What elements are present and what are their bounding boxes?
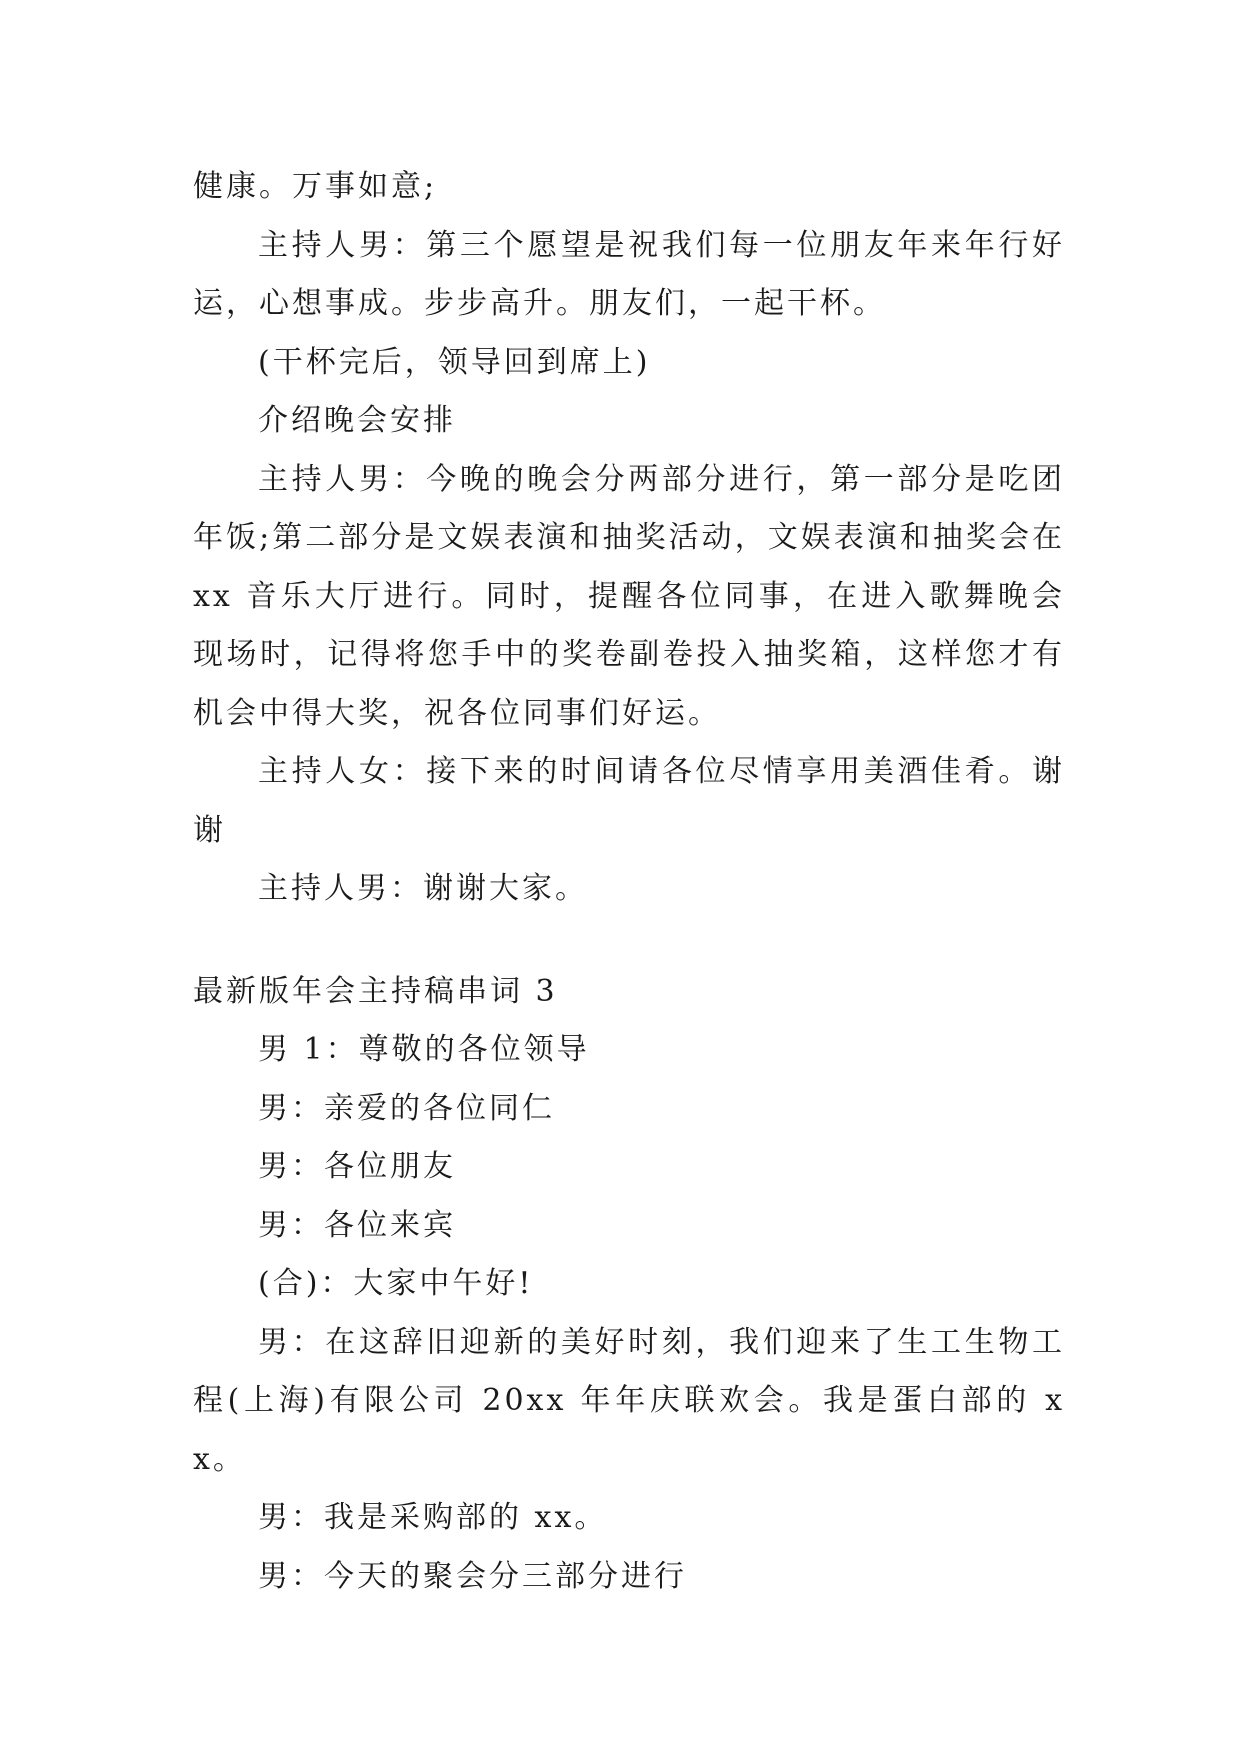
- paragraph-6: 主持人女：接下来的时间请各位尽情享用美酒佳肴。谢谢: [193, 754, 1065, 848]
- paragraph-7: 主持人男：谢谢大家。: [258, 871, 588, 906]
- paragraph-14: 男：我是采购部的 xx。: [258, 1500, 608, 1535]
- section-title: 最新版年会主持稿串词 3: [193, 973, 558, 1009]
- paragraph-1: 健康。万事如意;: [193, 169, 438, 204]
- section-spacer: [193, 919, 1065, 963]
- paragraph-10: 男：各位朋友: [258, 1149, 456, 1184]
- paragraph-9: 男：亲爱的各位同仁: [258, 1090, 555, 1126]
- paragraph-13: 男：在这辞旧迎新的美好时刻，我们迎来了生工生物工程(上海)有限公司 20xx 年年庆联欢会。我是蛋白部的 xx。: [193, 1324, 1065, 1477]
- document-page: [193, 158, 1065, 1606]
- paragraph-4: 介绍晚会安排: [258, 403, 456, 438]
- paragraph-3: (干杯完后，领导回到席上): [258, 344, 651, 380]
- paragraph-11: 男：各位来宾: [258, 1207, 456, 1243]
- paragraph-5: 主持人男：今晚的晚会分两部分进行，第一部分是吃团年饭;第二部分是文娱表演和抽奖活动，文娱表演和抽奖会在 xx 音乐大厅进行。同时，提醒各位同事，在进入歌舞晚会现场时，记得将您手中的奖卷副卷投入抽奖箱，这样您才有机会中得大奖，祝各位同事们好运。: [193, 461, 1065, 731]
- paragraph-2: 主持人男：第三个愿望是祝我们每一位朋友年来年行好运，心想事成。步步高升。朋友们，一起干杯。: [193, 227, 1065, 321]
- paragraph-8: 男 1：尊敬的各位领导: [258, 1032, 590, 1067]
- paragraph-15: 男：今天的聚会分三部分进行: [258, 1558, 687, 1594]
- paragraph-12: (合)：大家中午好!: [258, 1266, 534, 1301]
